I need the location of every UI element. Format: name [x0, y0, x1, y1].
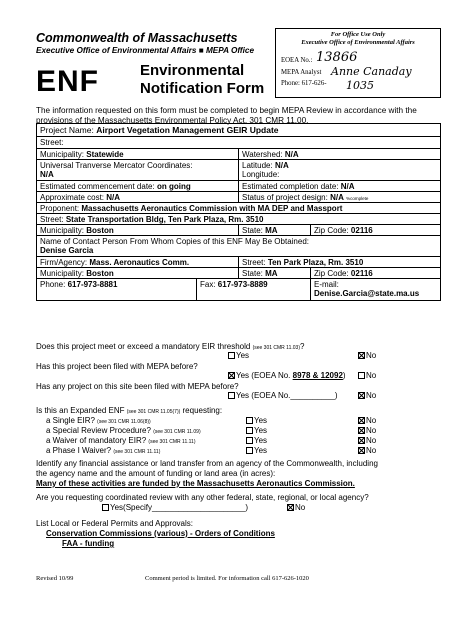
- checked-checkbox-icon: [358, 352, 365, 359]
- checkbox-icon: [358, 372, 365, 379]
- filed-before-no[interactable]: No: [358, 371, 376, 381]
- checked-checkbox-icon: [358, 447, 365, 454]
- checkbox-icon: [246, 417, 253, 424]
- office-use-title: For Office Use Only Executive Office of Environmental Affairs: [301, 31, 415, 46]
- checked-checkbox-icon: [358, 427, 365, 434]
- office-subheading: Executive Office of Environmental Affairs ■ MEPA Office: [36, 46, 255, 55]
- phone-ext-handwritten: 1035: [346, 79, 374, 92]
- agency-heading: Commonwealth of Massachusetts: [36, 31, 238, 45]
- contact-city-row: Municipality: Boston State: MA Zip Code: 02116: [37, 268, 440, 279]
- mepa-analyst-label: MEPA Analyst: [281, 69, 322, 76]
- comment-notice: Comment period is limited. For information call 617-626-1020: [145, 575, 309, 582]
- special-review-no[interactable]: No: [358, 426, 376, 436]
- financial-assistance-question-line2: the agency name and the amount of funding or land area (in acres):: [36, 469, 276, 478]
- checkbox-icon: [246, 427, 253, 434]
- project-street-row: Street:: [37, 137, 440, 149]
- checkbox-icon: [246, 447, 253, 454]
- proponent-street-row: Street: State Transportation Bldg, Ten Park Plaza, Rm. 3510: [37, 214, 440, 225]
- checked-checkbox-icon: [358, 417, 365, 424]
- phase1-waiver-yes[interactable]: Yes: [246, 446, 267, 456]
- dates-row: Estimated commencement date: on going Estimated completion date: N/A: [37, 181, 440, 192]
- waiver-eir-question: a Waiver of mandatory EIR? (see 301 CMR 11.11): [46, 436, 196, 445]
- coordinated-review-question: Are you requesting coordinated review with any other federal, state, regional, or local agency?: [36, 493, 369, 502]
- project-name-value[interactable]: Airport Vegetation Management GEIR Update: [96, 125, 279, 135]
- intro-paragraph: The information requested on this form must be completed to begin MEPA Review in accordance with the provisions of the Massachusetts Environmental Policy Act, 301 CMR 11.00.: [36, 106, 417, 125]
- checkbox-icon: [228, 352, 235, 359]
- proponent-city-row: Municipality: Boston State: MA Zip Code: 02116: [37, 225, 440, 236]
- permits-question: List Local or Federal Permits and Approvals:: [36, 519, 193, 528]
- form-title-line2: Notification Form: [140, 80, 265, 97]
- checked-checkbox-icon: [358, 392, 365, 399]
- analyst-handwritten: Anne Canaday: [331, 65, 412, 78]
- special-review-yes[interactable]: Yes: [246, 426, 267, 436]
- waiver-eir-yes[interactable]: Yes: [246, 436, 267, 446]
- coordinated-review-yes[interactable]: Yes(Specify_____________________): [102, 503, 248, 513]
- revised-date: Revised 10/99: [36, 575, 74, 582]
- contact-firm-row: Firm/Agency: Mass. Aeronautics Comm. Street: Ten Park Plaza, Rm. 3510: [37, 257, 440, 268]
- filed-before-question: Has this project been filed with MEPA before?: [36, 362, 198, 371]
- site-filed-question: Has any project on this site been filed with MEPA before?: [36, 382, 239, 391]
- contact-phone-row: Phone: 617-973-8881 Fax: 617-973-8889 E-mail: Denise.Garcia@state.ma.us: [37, 279, 440, 300]
- special-review-question: a Special Review Procedure? (see 301 CMR 11.09): [46, 426, 201, 435]
- phone-label: Phone: 617-626-: [281, 80, 327, 87]
- project-name-row: Project Name: Airport Vegetation Management GEIR Update: [37, 124, 440, 137]
- eoea-number-handwritten: 13866: [316, 50, 358, 65]
- permit-item-2[interactable]: FAA - funding: [62, 539, 115, 548]
- checked-checkbox-icon: [358, 437, 365, 444]
- eir-threshold-no[interactable]: No: [358, 351, 376, 361]
- site-filed-no[interactable]: No: [358, 391, 376, 401]
- office-use-box: [275, 28, 441, 98]
- coordinates-row: Universal Tranverse Mercator Coordinates: N/A Latitude: N/A Longitude:: [37, 160, 440, 181]
- coordinated-review-no[interactable]: No: [287, 503, 305, 513]
- eir-threshold-question: Does this project meet or exceed a mandatory EIR threshold (see 301 CMR 11.03)?: [36, 342, 305, 351]
- checkbox-icon: [246, 437, 253, 444]
- checked-checkbox-icon: [228, 372, 235, 379]
- phase1-waiver-no[interactable]: No: [358, 446, 376, 456]
- enf-acronym: ENF: [36, 65, 99, 98]
- expanded-enf-question: Is this an Expanded ENF (see 301 CMR 11.05(7)) requesting:: [36, 406, 223, 415]
- municipality-watershed-row: Municipality: Statewide Watershed: N/A: [37, 149, 440, 160]
- cost-status-row: Approximate cost: N/A Status of project design: N/A %complete: [37, 192, 440, 203]
- financial-assistance-answer[interactable]: Many of these activities are funded by the Massachusetts Aeronautics Commission.: [36, 479, 355, 488]
- financial-assistance-question-line1: Identify any financial assistance or land transfer from an agency of the Commonwealth, including: [36, 459, 378, 468]
- checkbox-icon: [228, 392, 235, 399]
- single-eir-question: a Single EIR? (see 301 CMR 11.06(8)): [46, 416, 151, 425]
- proponent-row: Proponent: Massachusetts Aeronautics Commission with MA DEP and Massport: [37, 203, 440, 214]
- checked-checkbox-icon: [287, 504, 294, 511]
- single-eir-no[interactable]: No: [358, 416, 376, 426]
- waiver-eir-no[interactable]: No: [358, 436, 376, 446]
- permit-item-1[interactable]: Conservation Commissions (various) - Orders of Conditions: [46, 529, 275, 538]
- form-title-line1: Environmental: [140, 62, 245, 79]
- filed-before-yes[interactable]: Yes (EOEA No. 8978 & 12092): [228, 371, 346, 381]
- project-info-table: [36, 123, 441, 301]
- checkbox-icon: [102, 504, 109, 511]
- single-eir-yes[interactable]: Yes: [246, 416, 267, 426]
- site-filed-yes[interactable]: Yes (EOEA No.__________): [228, 391, 338, 401]
- eir-threshold-yes[interactable]: Yes: [228, 351, 249, 361]
- phase1-waiver-question: a Phase I Waiver? (see 301 CMR 11.11): [46, 446, 161, 455]
- contact-person-row: Name of Contact Person From Whom Copies of this ENF May Be Obtained: Denise Garcia: [37, 236, 440, 257]
- eoea-number-label: EOEA No.:: [281, 57, 313, 64]
